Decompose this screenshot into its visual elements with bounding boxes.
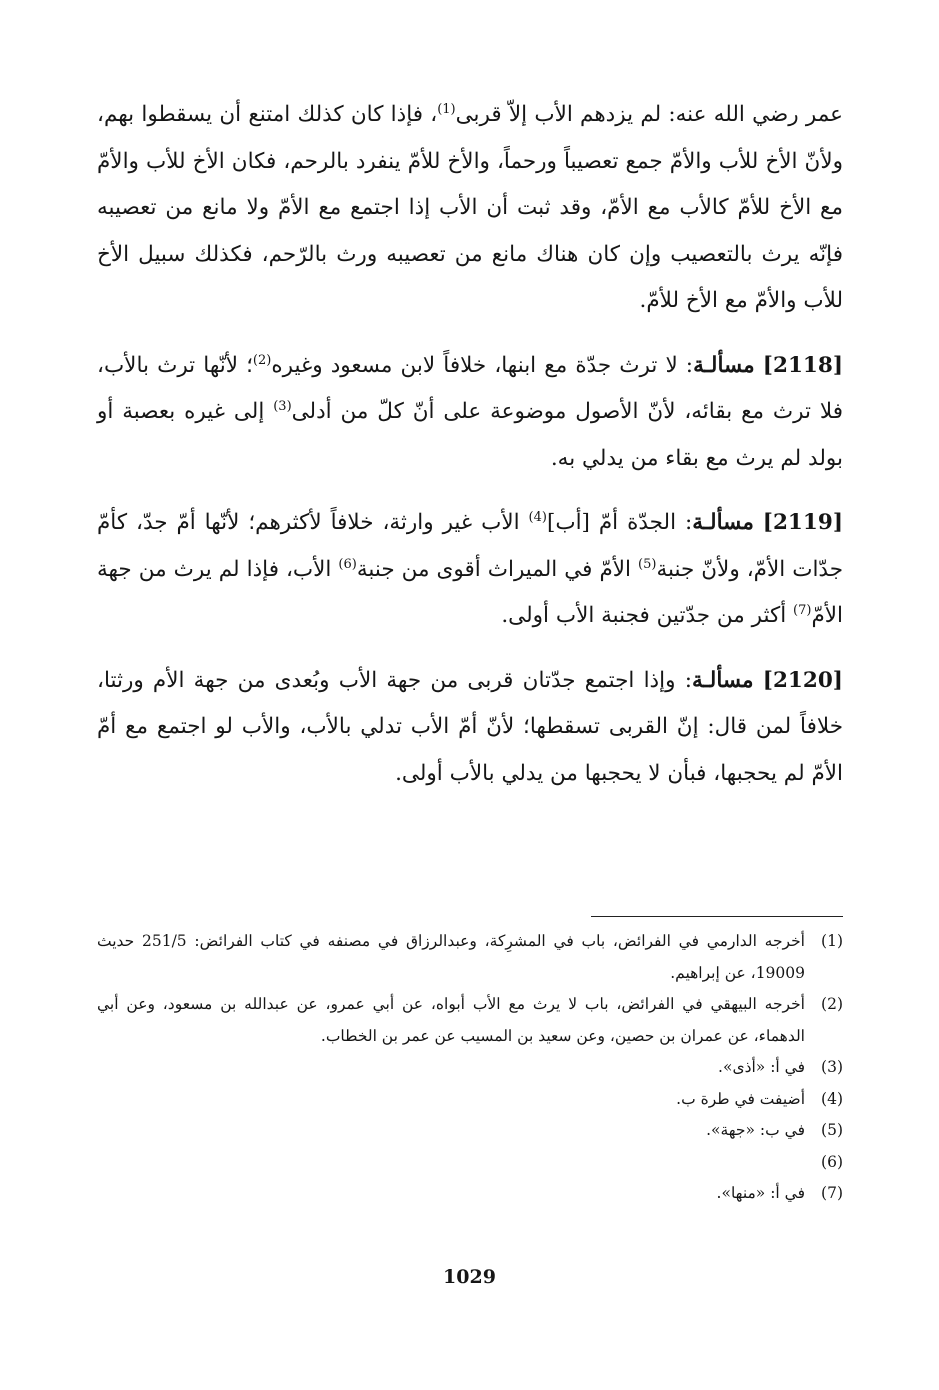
footnote-number: (5)(6) bbox=[821, 1121, 843, 1171]
footnote-item bbox=[97, 926, 843, 989]
paragraph-text: ، فإذا كان كذلك امتنع أن يسقطوا بهم، ولأنّ الأخ للأب والأمّ جمع تعصيباً ورحماً، والأخ للأمّ ينفرد بالرحم، فكان الأخ للأب والأمّ مع الأخ للأمّ كالأب مع الأمّ، وقد ثبت أن الأب إذا اجتمع مع الأمّ ولا مانع من تعصيبه فإنّه يرث بالتعصيب وإن كان هناك مانع من تعصيبه ورث بالرّحم، فكذلك سبيل الأخ للأب والأمّ مع الأخ للأمّ. bbox=[97, 102, 843, 313]
footnote-number: (7) bbox=[821, 1184, 843, 1202]
footnote-item bbox=[97, 1115, 843, 1178]
page-number: 1029 bbox=[443, 1266, 496, 1288]
issue-label: مسألـة bbox=[692, 510, 754, 535]
issue-number: [2119] bbox=[762, 510, 843, 535]
footnotes bbox=[97, 926, 843, 1210]
main-text bbox=[97, 92, 843, 815]
paragraph-text: الأمّ في الميراث أقوى من جنبة bbox=[356, 556, 639, 582]
footnote-item bbox=[97, 1052, 843, 1084]
footnote-ref: (7) bbox=[793, 602, 812, 618]
footnote-text: أخرجه الدارمي في الفرائض، باب في المشرِكة، وعبدالرزاق في مصنفه في كتاب الفرائض: 251/5 حديث 19009، عن إبراهيم. bbox=[97, 932, 805, 982]
footnote-item bbox=[97, 1178, 843, 1210]
paragraph-text: ؛ لأنّها ترث بالأب، فلا ترث مع بقائه، لأنّ الأصول موضوعة على أنّ كلّ من أدلى bbox=[97, 352, 843, 424]
paragraph-text: الأب، فإذا لم يرث من جهة الأمّ bbox=[97, 556, 843, 628]
footnote-number: (4) bbox=[821, 1089, 843, 1108]
paragraph-text: عمر رضي الله عنه: لم يزدهم الأب إلاّ قربى bbox=[455, 102, 843, 127]
paragraph-text: : وإذا اجتمع جدّتان قربى من جهة الأب وبُعدى من جهة الأم ورثتا، خلافاً لمن قال: إنّ القربى تسقطها؛ لأنّ أمّ الأب تدلي بالأب، والأب لو اجتمع مع أمّ الأمّ لم يحجبها، فبأن لا يحجبها من يدلي بالأب أولى. bbox=[97, 667, 843, 786]
footnote-text: في أ: «أذى». bbox=[718, 1058, 805, 1076]
footnote-ref: (4) bbox=[528, 509, 547, 525]
footnote-text: في ب: «جهة». bbox=[706, 1121, 805, 1139]
footnote-number: (3) bbox=[821, 1058, 843, 1076]
footnote-text: أضيفت في طرة ب. bbox=[676, 1089, 805, 1108]
footnote-text: أخرجه البيهقي في الفرائض، باب لا يرث مع الأب أبواه، عن أبي عمرو، عن عبدالله بن مسعود، وعن أبي الدهماء، عن عمران بن حصين، وعن سعيد بن المسيب عن عمر بن الخطاب. bbox=[97, 995, 805, 1045]
footnote-ref: (5) bbox=[638, 556, 657, 572]
paragraph-text: أكثر من جدّتين فجنبة الأب أولى. bbox=[501, 603, 794, 628]
footnote-number: (2) bbox=[821, 995, 843, 1013]
footnote-ref: (1) bbox=[437, 101, 456, 117]
paragraph-continuation bbox=[97, 92, 843, 325]
issue-label: مسألـة bbox=[691, 667, 754, 693]
issue-2118 bbox=[97, 343, 843, 483]
issue-number: [2120] bbox=[762, 667, 843, 693]
paragraph-text: : الجدّة أمّ [أب] bbox=[546, 510, 693, 535]
footnote-ref: (2) bbox=[252, 352, 272, 368]
footnote-ref: (6) bbox=[338, 556, 357, 572]
issue-label: مسألـة bbox=[693, 352, 755, 378]
footnote-ref: (3) bbox=[273, 398, 292, 414]
issue-number: [2118] bbox=[762, 352, 844, 378]
footnote-text: في أ: «منها». bbox=[716, 1184, 805, 1202]
issue-2119 bbox=[97, 500, 843, 640]
footnote-item bbox=[97, 1084, 843, 1116]
paragraph-text: إلى غيره بعصبة أو بولد لم يرث مع بقاء من يدلي به. bbox=[97, 399, 843, 471]
issue-2120 bbox=[97, 658, 843, 798]
footnote-number: (1) bbox=[821, 932, 843, 950]
footnote-item bbox=[97, 989, 843, 1052]
paragraph-text: : لا ترث جدّة مع ابنها، خلافاً لابن مسعود وغيره bbox=[271, 352, 694, 378]
paragraph-text: الأب غير وارثة، خلافاً لأكثرهم؛ لأنّها أمّ جدّ، كأمّ جدّات الأمّ، ولأنّ جنبة bbox=[97, 510, 843, 582]
footnote-divider bbox=[591, 916, 843, 917]
